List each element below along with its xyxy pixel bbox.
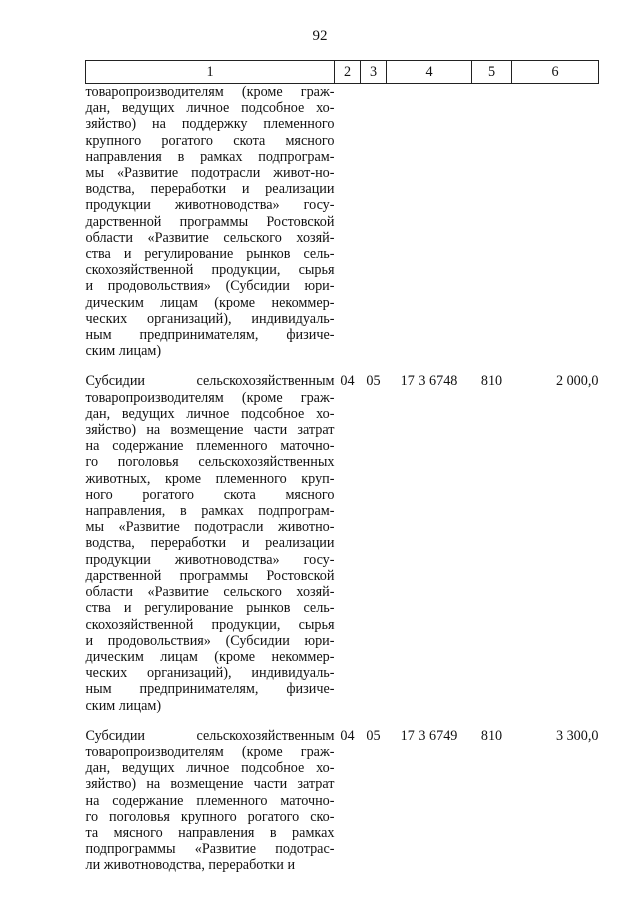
header-col-5: 5	[472, 61, 512, 84]
description-line: та мясного направления в рамках	[85, 824, 335, 841]
description-line: дарственной программы Ростовской	[85, 213, 335, 230]
expense-type-code	[472, 84, 512, 374]
description-line: дан, ведущих личное подсобное хо-	[85, 760, 335, 777]
description-line: дическим лицам (кроме некоммер-	[85, 294, 335, 311]
description-line: мы «Развитие подотрасли живот-но-	[85, 165, 335, 182]
target-item-code	[387, 84, 472, 374]
section-code: 04	[340, 727, 355, 744]
description-line: Субсидии сельскохозяйственным	[85, 727, 335, 744]
header-col-6: 6	[512, 61, 599, 84]
description-line: го поголовья сельскохозяйственных	[85, 454, 335, 471]
description-line: зяйство) на возмещение части затрат	[85, 422, 335, 439]
description-line: и продовольствия» (Субсидии юри-	[85, 278, 335, 295]
description-line: товаропроизводителям (кроме граж-	[85, 84, 335, 100]
description-line: зяйство) на возмещение части затрат	[85, 776, 335, 793]
description-line: дическим лицам (кроме некоммер-	[85, 648, 335, 665]
description-line: продукции животноводства» госу-	[85, 197, 335, 214]
header-col-1: 1	[86, 61, 335, 84]
description-line: зяйство) на поддержку племенного	[85, 116, 335, 133]
description-line: скохозяйственной продукции, сырья	[85, 616, 335, 633]
expense-type-code: 810	[480, 727, 503, 744]
header-col-3: 3	[361, 61, 387, 84]
table-row	[86, 84, 599, 374]
description-line: на содержание племенного маточно-	[85, 438, 335, 455]
table-header-row	[86, 61, 599, 84]
description-line: крупного рогатого скота мясного	[85, 132, 335, 149]
description-line: ским лицам)	[85, 697, 162, 714]
header-col-2: 2	[335, 61, 361, 84]
amount: 2 000,0	[555, 373, 599, 390]
row-description	[86, 84, 335, 374]
description-line: мы «Развитие подотрасли животно-	[85, 519, 335, 536]
description-line: дан, ведущих личное подсобное хо-	[85, 100, 335, 117]
description-line: продукции животноводства» госу-	[85, 551, 335, 568]
description-line: го поголовья крупного рогатого ско-	[85, 808, 335, 825]
target-item-code: 17 3 6749	[400, 727, 458, 744]
description-line: ским лицам)	[85, 343, 162, 360]
description-line: Субсидии сельскохозяйственным	[85, 373, 335, 390]
description-line: животных, кроме племенного круп-	[85, 470, 335, 487]
description-line: области «Развитие сельского хозяй-	[85, 229, 335, 246]
amount	[512, 84, 599, 374]
description-line: товаропроизводителям (кроме граж-	[85, 389, 335, 406]
target-item-code: 17 3 6748	[400, 373, 458, 390]
row-description	[86, 373, 335, 727]
table-row	[86, 728, 599, 888]
description-line: ли животноводства, переработки и	[85, 857, 296, 874]
description-line: подпрограммы «Развитие подотрас-	[85, 841, 335, 858]
page-number: 92	[312, 28, 328, 44]
description-line: ческих организаций), индивидуаль-	[85, 310, 335, 327]
description-line: ства и регулирование рынков сель-	[85, 600, 335, 617]
description-line: товаропроизводителям (кроме граж-	[85, 743, 335, 760]
expense-type-code: 810	[480, 373, 503, 390]
description-line: ческих организаций), индивидуаль-	[85, 665, 335, 682]
description-line: водства, переработки и реализации	[85, 181, 335, 198]
description-line: области «Развитие сельского хозяй-	[85, 584, 335, 601]
budget-table	[85, 60, 599, 888]
row-description	[86, 728, 335, 888]
description-line: ным предпринимателям, физиче-	[85, 327, 335, 344]
description-line: направления в рамках подпрограм-	[85, 148, 335, 165]
section-code: 04	[340, 373, 355, 390]
description-line: направления, в рамках подпрограм-	[85, 503, 335, 520]
description-line: скохозяйственной продукции, сырья	[85, 262, 335, 279]
description-line: ным предпринимателям, физиче-	[85, 681, 335, 698]
description-line: ства и регулирование рынков сель-	[85, 246, 335, 263]
description-line: и продовольствия» (Субсидии юри-	[85, 632, 335, 649]
section-code	[335, 84, 361, 374]
amount: 3 300,0	[555, 727, 599, 744]
subsection-code: 05	[366, 373, 381, 390]
header-col-4: 4	[387, 61, 472, 84]
description-line: дарственной программы Ростовской	[85, 567, 335, 584]
description-line: водства, переработки и реализации	[85, 535, 335, 552]
description-line: ного рогатого скота мясного	[85, 486, 335, 503]
subsection-code: 05	[366, 727, 381, 744]
table-row	[86, 373, 599, 727]
description-line: дан, ведущих личное подсобное хо-	[85, 405, 335, 422]
description-line: на содержание племенного маточно-	[85, 792, 335, 809]
subsection-code	[361, 84, 387, 374]
